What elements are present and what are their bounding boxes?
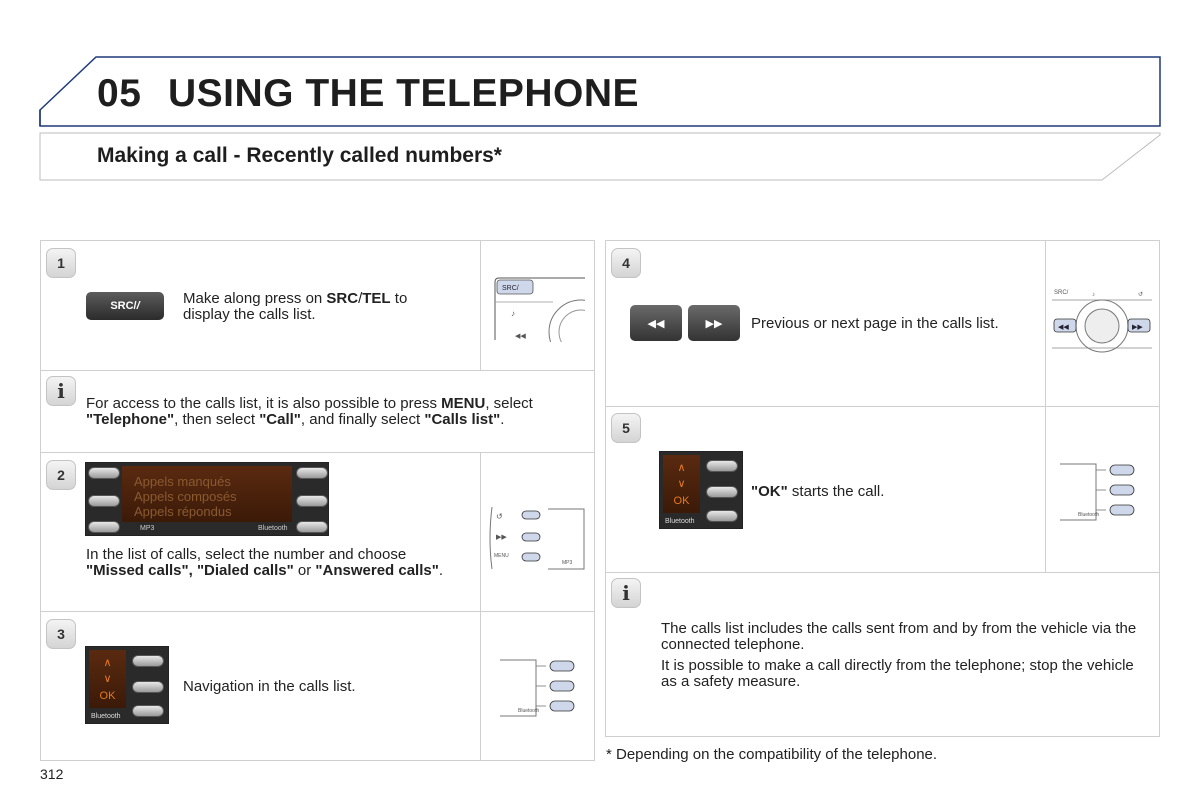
footnote: * Depending on the compatibility of the telephone.	[606, 746, 938, 763]
ok-buttons-diagram-2	[1058, 458, 1144, 524]
ok-label: OK	[99, 690, 116, 702]
svg-text:◀◀: ◀◀	[1058, 324, 1069, 331]
screen-footer-mp3: MP3	[140, 525, 155, 532]
ok-label: OK	[673, 495, 690, 507]
phone-icon: /	[136, 300, 140, 312]
diagram-bluetooth-label: Bluetooth	[518, 708, 540, 714]
radio-src-diagram	[493, 276, 585, 342]
info-icon: i	[611, 578, 641, 608]
step-4-text: Previous or next page in the calls list.	[751, 315, 999, 332]
screen-side-button	[132, 655, 164, 667]
step-badge-2: 2	[46, 460, 76, 490]
info-icon: i	[46, 376, 76, 406]
row-divider	[40, 452, 595, 453]
step-badge-5: 5	[611, 413, 641, 443]
bluetooth-label: Bluetooth	[665, 518, 695, 525]
col-divider	[480, 240, 481, 370]
screen-side-button	[706, 460, 738, 472]
step-badge-3: 3	[46, 619, 76, 649]
screen-side-button	[296, 495, 328, 507]
screen-side-button	[132, 705, 164, 717]
diagram-bluetooth-label-2: Bluetooth	[1078, 512, 1100, 518]
svg-text:♪: ♪	[511, 309, 515, 318]
bluetooth-label: Bluetooth	[91, 713, 121, 720]
navigation-screen	[85, 646, 169, 724]
screen-side-button	[706, 486, 738, 498]
next-page-button	[688, 305, 740, 341]
ok-buttons-diagram	[498, 654, 584, 720]
svg-text:▶▶: ▶▶	[496, 534, 507, 541]
radio-seek-diagram	[1052, 286, 1152, 360]
info-1-text: For access to the calls list, it is also possible to press MENU, select "Telephone", then select "Call", and finally select "Calls list".	[86, 395, 533, 428]
arrow-down-icon: ∨	[103, 673, 112, 685]
step-badge-1: 1	[46, 248, 76, 278]
diagram-menu-label: MENU	[494, 553, 509, 559]
screen-menu-line: Appels composés	[134, 489, 237, 504]
screen-side-button	[296, 467, 328, 479]
arrow-down-icon: ∨	[677, 478, 686, 490]
arrow-up-icon: ∧	[677, 462, 686, 474]
step-1-text: Make along press on SRC/TEL to display the calls list.	[183, 290, 408, 323]
svg-text:↺: ↺	[496, 512, 503, 521]
diagram-src-label: SRC/	[502, 285, 519, 292]
step-3-text: Navigation in the calls list.	[183, 678, 356, 695]
screen-side-button	[706, 510, 738, 522]
ok-screen	[659, 451, 743, 529]
menu-buttons-diagram	[488, 505, 586, 573]
screen-side-button	[88, 495, 120, 507]
row-divider	[40, 611, 595, 612]
screen-footer-bluetooth: Bluetooth	[258, 525, 288, 532]
chapter-number: 05	[97, 72, 142, 115]
section-title: Making a call - Recently called numbers*	[97, 144, 502, 167]
svg-text:♪: ♪	[1092, 292, 1095, 298]
rewind-icon: ◀◀	[647, 317, 665, 330]
svg-text:▶▶: ▶▶	[1132, 324, 1143, 331]
info-2-text-para2: It is possible to make a call directly from the telephone; stop the vehicle as a safety measure.	[661, 657, 1134, 690]
src-tel-button-label: SRC/	[110, 300, 137, 312]
screen-display	[122, 466, 292, 522]
row-divider	[40, 370, 595, 371]
step-badge-4: 4	[611, 248, 641, 278]
screen-side-button	[88, 521, 120, 533]
screen-side-button	[88, 467, 120, 479]
screen-menu-line: Appels manqués	[134, 474, 231, 489]
screen-display	[663, 455, 700, 513]
calls-menu-screen	[85, 462, 329, 536]
screen-side-button	[132, 681, 164, 693]
chapter-title: USING THE TELEPHONE	[168, 72, 640, 115]
svg-text:↺: ↺	[1138, 292, 1144, 298]
step-5-text: "OK" starts the call.	[751, 483, 885, 500]
row-divider	[605, 406, 1160, 407]
previous-page-button	[630, 305, 682, 341]
screen-side-button	[296, 521, 328, 533]
col-divider	[1045, 240, 1046, 572]
col-divider	[480, 452, 481, 761]
svg-text:◀◀: ◀◀	[515, 333, 526, 340]
page-number: 312	[40, 766, 64, 782]
diagram-src-label-2: SRC/	[1054, 290, 1069, 296]
row-divider	[605, 572, 1160, 573]
screen-menu-line: Appels répondus	[134, 504, 232, 519]
src-tel-button	[86, 292, 164, 320]
screen-display	[89, 650, 126, 708]
diagram-mp3-label: MP3	[562, 560, 573, 566]
step-2-text: In the list of calls, select the number and choose "Missed calls", "Dialed calls" or "Answered calls".	[86, 546, 444, 579]
info-2-text-para1: The calls list includes the calls sent from and by from the vehicle via the connected telephone.	[661, 620, 1137, 653]
arrow-up-icon: ∧	[103, 657, 112, 669]
fast-forward-icon: ▶▶	[705, 317, 723, 330]
